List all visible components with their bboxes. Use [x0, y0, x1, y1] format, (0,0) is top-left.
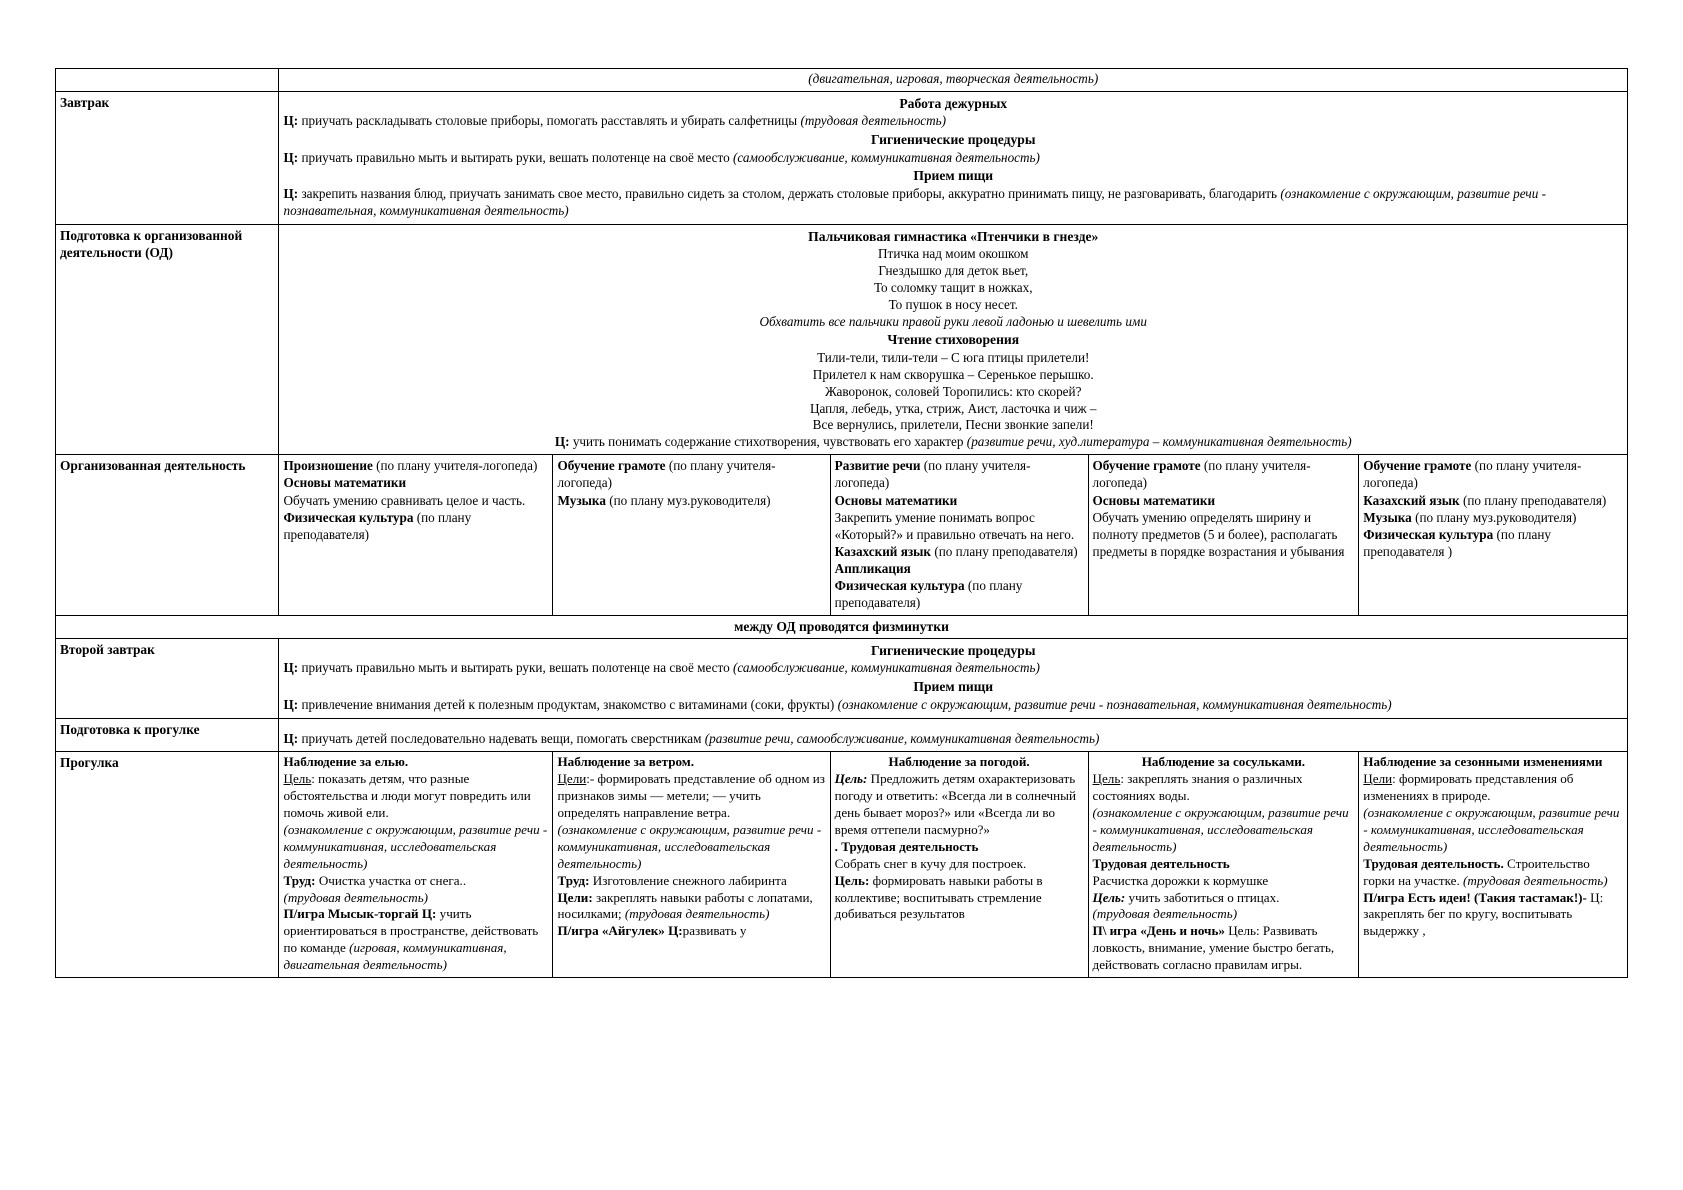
header-note-empty-cell	[56, 69, 279, 92]
line-label: Трудовая деятельность.	[1363, 855, 1504, 871]
line-text: :- формировать представление об одном из признаков зимы — метели; — учить определять направление ветра.	[557, 771, 825, 821]
walk-line	[557, 873, 825, 890]
goal-text: учить понимать содержание стихотворения, чувствовать его характер	[569, 434, 967, 450]
walk-activity-tag: (ознакомление с окружающим, развитие речи - коммуникативная, исследовательская деятельность)	[283, 822, 548, 871]
od-item	[283, 509, 548, 543]
walk-activity-tag: (трудовая деятельность)	[283, 889, 429, 905]
poem-line: Тили-тели, тили-тели – С юга птицы прилетели!	[817, 349, 1090, 365]
goal-prefix: Ц:	[283, 185, 299, 201]
between-od-note: между ОД проводятся физминутки	[56, 615, 1628, 638]
od-item	[835, 543, 1084, 560]
line-label: П\ игра «День и ночь»	[1092, 923, 1225, 939]
walk-column-1	[279, 752, 553, 978]
line-label: Труд:	[283, 872, 316, 888]
od-column-3	[830, 455, 1088, 615]
goal-text: приучать раскладывать столовые приборы, помогать расставлять и убирать салфетницы	[298, 113, 801, 129]
breakfast-goal-1	[283, 113, 1623, 130]
walk-line: Расчистка дорожки к кормушке	[1092, 872, 1269, 888]
goal-activity-tag: (ознакомление с окружающим, развитие речи - познавательная, коммуникативная деятельность)	[837, 696, 1392, 712]
row-label-organized-activity: Организованная деятельность	[56, 455, 279, 615]
second-breakfast-block-title-2: Прием пищи	[913, 679, 994, 695]
walk-observation-title: Наблюдение за сосульками.	[1141, 754, 1306, 770]
od-item-subject: Обучение грамоте	[1363, 458, 1472, 474]
od-item	[283, 457, 548, 474]
walk-activity-tag: (ознакомление с окружающим, развитие речи - коммуникативная, исследовательская деятельность)	[1363, 805, 1620, 854]
second-breakfast-goal-1	[283, 660, 1623, 677]
line-text: Предложить детям охарактеризовать погоду и ответить: «Всегда ли в солнечный день бывает мороз?» или «Всегда ли во время оттепели пасмурно?»	[834, 771, 1076, 838]
od-item-subject: Произношение	[283, 458, 373, 474]
goal-text: привлечение внимания детей к полезным продуктам, знакомство с витаминами (соки, фрукты)	[298, 696, 838, 712]
walk-column-4	[1088, 752, 1359, 978]
walk-activity-tag: (трудовая деятельность)	[1092, 906, 1238, 922]
table-row-between-od	[56, 615, 1628, 638]
od-item-detail: (по плану преподавателя)	[834, 578, 1023, 611]
finger-gym-line: То пушок в носу несет.	[888, 296, 1018, 312]
walk-preparation-goal	[283, 721, 1623, 748]
od-item	[1363, 457, 1623, 491]
walk-activity-tag: (игровая, коммуникативная, двигательная деятельность)	[283, 940, 507, 973]
walk-line	[1363, 771, 1623, 805]
walk-activity-tag: (трудовая деятельность)	[1463, 872, 1608, 888]
walk-activity-tag: (ознакомление с окружающим, развитие речи - коммуникативная, исследовательская деятельность)	[1092, 805, 1349, 854]
line-text: формировать навыки работы в коллективе; воспитывать стремление добиваться результатов	[834, 872, 1043, 922]
goal-word: Цель:	[834, 771, 868, 787]
line-label: Труд:	[557, 872, 590, 888]
finger-gym-line: Птичка над моим окошком	[878, 246, 1029, 262]
second-breakfast-content	[279, 639, 1628, 719]
line-label: Цели:	[557, 889, 593, 905]
od-item	[283, 474, 548, 491]
table-row-walk-preparation	[56, 718, 1628, 752]
breakfast-content	[279, 91, 1628, 224]
od-item	[557, 457, 825, 491]
walk-activity-tag: (трудовая деятельность)	[624, 906, 770, 922]
table-row-preparation-od	[56, 224, 1628, 455]
goal-prefix: Ц:	[283, 730, 299, 746]
line-text: учить заботиться о птицах.	[1125, 889, 1280, 905]
od-item-subject: Музыка	[1363, 509, 1412, 525]
od-item	[1093, 457, 1355, 491]
table-row-breakfast	[56, 91, 1628, 224]
od-item-detail: (по плану учителя-логопеда)	[372, 458, 538, 474]
walk-line: Собрать снег в кучу для построек.	[834, 855, 1027, 871]
goal-word: Цели	[557, 771, 587, 787]
line-label: Цель:	[834, 872, 870, 888]
goal-word: Цель	[1092, 771, 1121, 787]
od-item-subject: Развитие речи	[834, 458, 921, 474]
daily-plan-table	[55, 68, 1628, 978]
od-item	[835, 457, 1084, 491]
od-item-detail: (по плану учителя-логопеда)	[834, 458, 1031, 491]
line-text: Цель: Развивать ловкость, внимание, умение быстро бегать, действовать согласно правилам игры.	[1092, 923, 1335, 973]
od-item-detail: (по плану учителя-логопеда)	[1363, 458, 1582, 491]
walk-observation-title: Наблюдение за погодой.	[888, 754, 1030, 770]
poem-title: Чтение стиховорения	[887, 332, 1020, 348]
od-item	[835, 492, 1084, 509]
line-text: Строительство горки на участке.	[1363, 855, 1590, 888]
od-column-1	[279, 455, 553, 615]
goal-activity-tag: (развитие речи, самообслуживание, коммуникативная деятельность)	[704, 730, 1100, 746]
walk-activity-tag: (ознакомление с окружающим, развитие речи - коммуникативная, исследовательская деятельность)	[557, 822, 822, 871]
poem-line: Цапля, лебедь, утка, стриж, Аист, ласточка и чиж –	[809, 400, 1097, 416]
od-item	[1363, 509, 1623, 526]
od-item	[283, 492, 548, 509]
od-item-detail: Обучать умению определять ширину и полноту предметов (5 и более), располагать предметы в порядке возрастания и убывания	[1092, 509, 1345, 559]
goal-prefix: Ц:	[283, 696, 299, 712]
line-text: : закреплять знания о различных состояниях воды.	[1092, 771, 1303, 804]
od-item-subject: Аппликация	[834, 561, 911, 577]
row-label-breakfast: Завтрак	[56, 91, 279, 224]
walk-line-label: . Трудовая деятельность	[834, 838, 979, 854]
finger-gym-line: То соломку тащит в ножках,	[873, 279, 1033, 295]
row-label-preparation-od: Подготовка к организованной деятельности (ОД)	[56, 224, 279, 455]
line-text: : формировать представления об изменениях в природе.	[1363, 771, 1574, 804]
goal-prefix: Ц:	[283, 113, 299, 129]
walk-line	[1363, 890, 1623, 941]
od-item	[835, 509, 1084, 543]
walk-line	[835, 771, 1084, 839]
finger-gym-instruction: Обхватить все пальчики правой руки левой ладонью и шевелить ими	[759, 313, 1147, 329]
od-item	[557, 492, 825, 509]
od-item	[835, 560, 1084, 577]
goal-activity-tag: (ознакомление с окружающим, развитие речи - познавательная, коммуникативная деятельность)	[283, 185, 1547, 218]
goal-word: Цель	[283, 771, 312, 787]
od-item	[1363, 526, 1623, 560]
od-item-detail: (по плану преподавателя)	[283, 509, 472, 542]
goal-word: Цель:	[1092, 889, 1126, 905]
walk-line	[283, 906, 548, 974]
table-row-second-breakfast	[56, 639, 1628, 719]
walk-line	[1093, 923, 1355, 974]
row-label-walk: Прогулка	[56, 752, 279, 978]
od-column-4	[1088, 455, 1359, 615]
breakfast-block-title-3: Прием пищи	[913, 168, 994, 184]
finger-gym-title: Пальчиковая гимнастика «Птенчики в гнезде»	[808, 228, 1099, 244]
walk-column-5	[1359, 752, 1628, 978]
od-item	[1363, 492, 1623, 509]
line-text: Изготовление снежного лабиринта	[589, 872, 787, 888]
od-item-subject: Казахский язык	[1363, 492, 1460, 508]
line-label: П/игра Мысык-торгай Ц:	[283, 906, 437, 922]
header-note: (двигательная, игровая, творческая деятельность)	[279, 69, 1628, 92]
walk-observation-title: Наблюдение за сезонными изменениями	[1363, 754, 1603, 770]
second-breakfast-goal-2	[283, 697, 1623, 714]
goal-activity-tag: (трудовая деятельность)	[800, 113, 947, 129]
breakfast-block-title-2: Гигиенические процедуры	[871, 132, 1036, 148]
walk-line	[283, 771, 548, 822]
line-label: П/игра «Айгулек» Ц:	[557, 923, 683, 939]
goal-activity-tag: (развитие речи, худ.литература – коммуникативная деятельность)	[966, 434, 1352, 450]
goal-text: приучать детей последовательно надевать вещи, помогать сверстникам	[298, 730, 705, 746]
walk-observation-title: Наблюдение за елью.	[283, 754, 409, 770]
finger-gym-line: Гнездышко для деток вьет,	[878, 262, 1029, 278]
od-item-subject: Обучение грамоте	[557, 458, 666, 474]
od-item-detail: (по плану преподавателя )	[1363, 526, 1552, 559]
od-item-subject: Казахский язык	[834, 543, 932, 559]
goal-prefix: Ц:	[283, 149, 299, 165]
od-item-subject: Музыка	[557, 492, 606, 508]
od-item-subject: Основы математики	[834, 492, 958, 508]
od-column-5	[1359, 455, 1628, 615]
walk-column-3	[830, 752, 1088, 978]
goal-text: приучать правильно мыть и вытирать руки, вешать полотенце на своё место	[298, 660, 733, 676]
breakfast-goal-2	[283, 150, 1623, 167]
poem-line: Прилетел к нам скворушка – Серенькое перышко.	[812, 366, 1094, 382]
table-row-organized-activity	[56, 455, 1628, 615]
od-item-detail: (по плану учителя-логопеда)	[1092, 458, 1311, 491]
walk-line	[557, 771, 825, 822]
od-item-subject: Физическая культура	[1363, 526, 1494, 542]
od-item-detail: Обучать умению сравнивать целое и часть.	[283, 492, 526, 508]
poem-line: Все вернулись, прилетели, Песни звонкие запели!	[812, 417, 1094, 433]
od-item-detail: (по плану муз.руководителя)	[1411, 509, 1577, 525]
od-item-subject: Физическая культура	[834, 578, 965, 594]
second-breakfast-block-title-1: Гигиенические процедуры	[871, 643, 1036, 658]
line-text: учить ориентироваться в пространстве, действовать по команде	[283, 906, 539, 956]
walk-line	[1093, 771, 1355, 805]
od-item-detail: (по плану преподавателя)	[931, 543, 1078, 559]
goal-activity-tag: (самообслуживание, коммуникативная деятельность)	[733, 149, 1040, 165]
walk-observation-title: Наблюдение за ветром.	[557, 754, 694, 770]
goal-activity-tag: (самообслуживание, коммуникативная деятельность)	[733, 660, 1040, 676]
line-text: развивать у	[682, 923, 747, 939]
table-row-header-note	[56, 69, 1628, 92]
line-text: Ц: закреплять бег по кругу, воспитывать выдержку ,	[1363, 889, 1604, 939]
walk-line	[283, 873, 548, 890]
od-item	[1093, 509, 1355, 560]
od-item	[835, 577, 1084, 611]
od-item-subject: Основы математики	[1092, 492, 1216, 508]
od-item-subject: Основы математики	[283, 475, 407, 491]
od-item	[1093, 492, 1355, 509]
breakfast-block-title-1: Работа дежурных	[899, 95, 1008, 111]
goal-text: приучать правильно мыть и вытирать руки, вешать полотенце на своё место	[298, 149, 733, 165]
walk-preparation-content	[279, 718, 1628, 752]
od-item-subject: Физическая культура	[283, 509, 414, 525]
walk-line-label: Трудовая деятельность	[1092, 855, 1230, 871]
od-column-2	[553, 455, 830, 615]
line-label: П/игра Есть идеи! (Такия тастамак!)-	[1363, 889, 1587, 905]
breakfast-goal-3	[283, 186, 1623, 220]
od-item-subject: Обучение грамоте	[1092, 458, 1201, 474]
goal-text: закрепить названия блюд, приучать занимать свое место, правильно сидеть за столом, держать столовые приборы, аккуратно принимать пищу, не разговаривать, благодарить	[298, 185, 1281, 201]
goal-word: Цели	[1363, 771, 1393, 787]
walk-column-2	[553, 752, 830, 978]
row-label-walk-preparation: Подготовка к прогулке	[56, 718, 279, 752]
row-label-second-breakfast: Второй завтрак	[56, 639, 279, 719]
od-item-detail: (по плану муз.руководителя)	[605, 492, 771, 508]
goal-prefix: Ц:	[554, 434, 570, 450]
line-text: закреплять навыки работы с лопатами, носилками;	[557, 889, 813, 922]
walk-line	[557, 890, 825, 924]
walk-line	[835, 873, 1084, 924]
od-item-detail: (по плану учителя-логопеда)	[557, 458, 776, 491]
line-text: Очистка участка от снега..	[315, 872, 467, 888]
walk-line	[1093, 890, 1355, 907]
preparation-od-goal	[283, 434, 1623, 451]
preparation-od-content	[279, 224, 1628, 455]
poem-line: Жаворонок, соловей Торопились: кто скорей?	[825, 383, 1082, 399]
od-item-detail: Закрепить умение понимать вопрос «Который?» и правильно отвечать на него.	[834, 509, 1075, 542]
walk-line	[1363, 856, 1623, 890]
walk-line	[557, 923, 825, 940]
table-row-walk	[56, 752, 1628, 978]
od-item-detail: (по плану преподавателя)	[1459, 492, 1607, 508]
line-text: : показать детям, что разные обстоятельства и люди могут повредить или помочь живой ели.	[283, 771, 531, 821]
goal-prefix: Ц:	[283, 660, 299, 676]
